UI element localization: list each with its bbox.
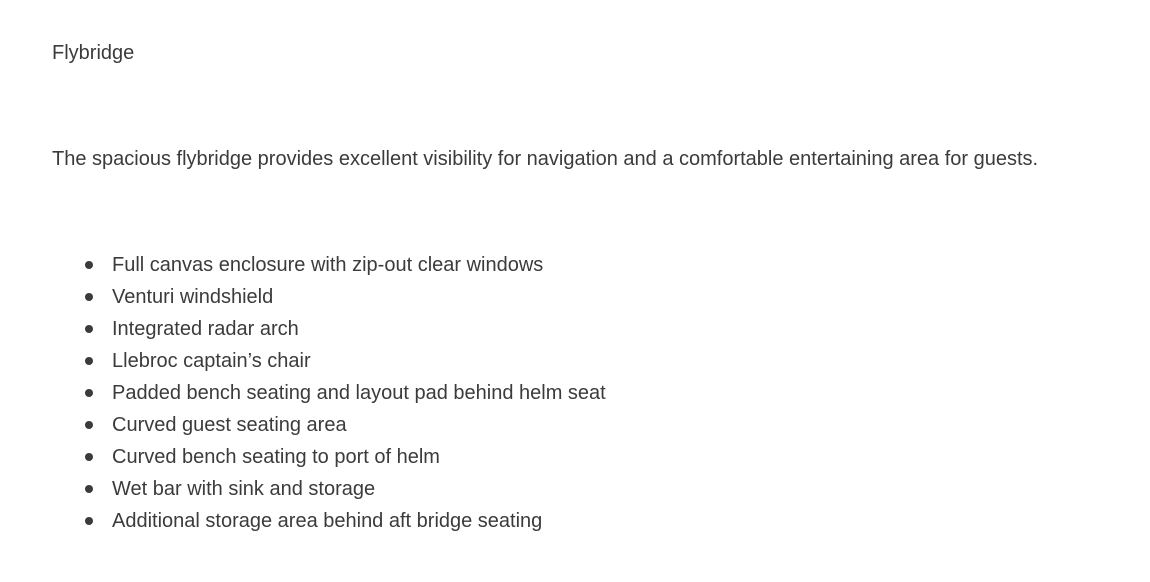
feature-list-item (82, 381, 606, 413)
feature-text: Additional storage area behind aft bridge seating (112, 510, 543, 532)
bullet-icon (85, 325, 93, 333)
feature-list-item (82, 317, 606, 349)
feature-text: Venturi windshield (112, 286, 274, 308)
bullet-icon (85, 293, 93, 301)
feature-list-item (82, 285, 606, 317)
feature-text: Full canvas enclosure with zip-out clear windows (112, 254, 544, 276)
feature-list (82, 253, 606, 541)
feature-list-item (82, 413, 606, 445)
feature-list-item (82, 445, 606, 477)
bullet-icon (85, 517, 93, 525)
bullet-icon (85, 389, 93, 397)
feature-text: Padded bench seating and layout pad behind helm seat (112, 382, 606, 404)
feature-list-item (82, 253, 606, 285)
bullet-icon (85, 485, 93, 493)
feature-text: Wet bar with sink and storage (112, 478, 376, 500)
section-title: Flybridge (52, 42, 135, 64)
feature-text: Curved bench seating to port of helm (112, 446, 440, 468)
bullet-icon (85, 421, 93, 429)
feature-text: Curved guest seating area (112, 414, 347, 436)
feature-text: Llebroc captain’s chair (112, 350, 311, 372)
bullet-icon (85, 357, 93, 365)
bullet-icon (85, 261, 93, 269)
feature-list-item (82, 509, 606, 541)
feature-text: Integrated radar arch (112, 318, 299, 340)
bullet-icon (85, 453, 93, 461)
feature-list-item (82, 477, 606, 509)
intro-paragraph: The spacious flybridge provides excellent visibility for navigation and a comfortable entertaining area for guests. (52, 148, 1039, 170)
feature-list-item (82, 349, 606, 381)
